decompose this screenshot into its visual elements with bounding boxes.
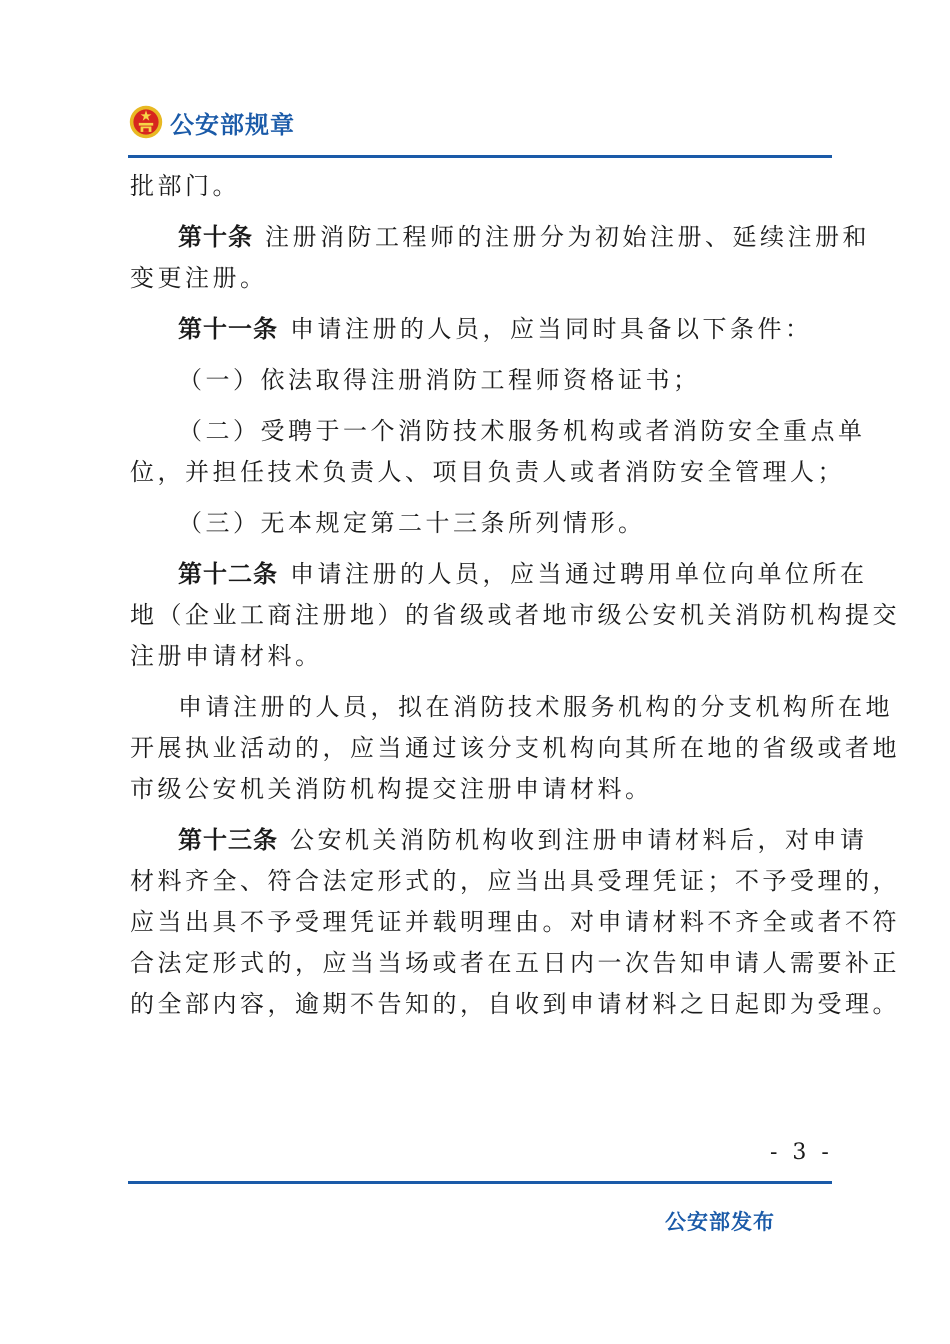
document-body: [130, 166, 900, 1025]
footer-divider: [128, 1181, 832, 1184]
line-text: 申请注册的人员，拟在消防技术服务机构的分支机构所在地: [178, 693, 893, 721]
line-text: 注册申请材料。: [130, 642, 323, 670]
line-text: 位，并担任技术负责人、项目负责人或者消防安全管理人；: [130, 458, 845, 486]
line-text: 注册消防工程师的注册分为初始注册、延续注册和: [265, 223, 870, 251]
paragraph-line: [130, 503, 832, 544]
paragraph-line: [130, 902, 900, 943]
line-text: （三）无本规定第二十三条所列情形。: [178, 509, 646, 537]
paragraph-line: [130, 554, 868, 595]
paragraph-line: [130, 769, 832, 810]
paragraph-line: [130, 452, 845, 493]
paragraph-line: [130, 984, 900, 1025]
line-text: 开展执业活动的，应当通过该分支机构向其所在地的省级或者地: [130, 734, 900, 762]
footer-publisher: 公安部发布: [665, 1210, 775, 1234]
line-text: （二）受聘于一个消防技术服务机构或者消防安全重点单: [178, 417, 866, 445]
paragraph-line: [130, 595, 900, 636]
line-text: 材料齐全、符合法定形式的，应当出具受理凭证；不予受理的，: [130, 867, 900, 895]
line-text: 应当出具不予受理凭证并载明理由。对申请材料不齐全或者不符: [130, 908, 900, 936]
line-text: 申请注册的人员，应当同时具备以下条件：: [290, 315, 813, 343]
paragraph-line: [130, 728, 900, 769]
paragraph-line: [130, 687, 893, 728]
line-text: 变更注册。: [130, 264, 268, 292]
article-number: 第十条: [178, 223, 253, 251]
line-text: 市级公安机关消防机构提交注册申请材料。: [130, 775, 653, 803]
line-text: 申请注册的人员，应当通过聘用单位向单位所在: [290, 560, 868, 588]
paragraph-line: [130, 360, 832, 401]
paragraph-line: [130, 820, 868, 861]
paragraph-line: [130, 636, 832, 677]
page-number: - 3 -: [770, 1140, 833, 1165]
paragraph-line: [130, 861, 900, 902]
paragraph-line: [130, 166, 832, 207]
national-emblem-icon: [128, 104, 164, 140]
paragraph-line: [130, 943, 900, 984]
line-text: 的全部内容，逾期不告知的，自收到申请材料之日起即为受理。: [130, 990, 900, 1018]
header-title: 公安部规章: [170, 110, 295, 139]
line-text: （一）依法取得注册消防工程师资格证书；: [178, 366, 701, 394]
article-number: 第十二条: [178, 560, 278, 588]
article-number: 第十一条: [178, 315, 278, 343]
article-number: 第十三条: [178, 826, 278, 854]
paragraph-line: [130, 217, 870, 258]
line-text: 批部门。: [130, 172, 240, 200]
paragraph-line: [130, 258, 832, 299]
line-text: 公安机关消防机构收到注册申请材料后，对申请: [290, 826, 868, 854]
line-text: 地（企业工商注册地）的省级或者地市级公安机关消防机构提交: [130, 601, 900, 629]
paragraph-line: [130, 411, 866, 452]
line-text: 合法定形式的，应当当场或者在五日内一次告知申请人需要补正: [130, 949, 900, 977]
paragraph-line: [130, 309, 832, 350]
header: [128, 100, 295, 144]
header-divider: [128, 155, 832, 158]
